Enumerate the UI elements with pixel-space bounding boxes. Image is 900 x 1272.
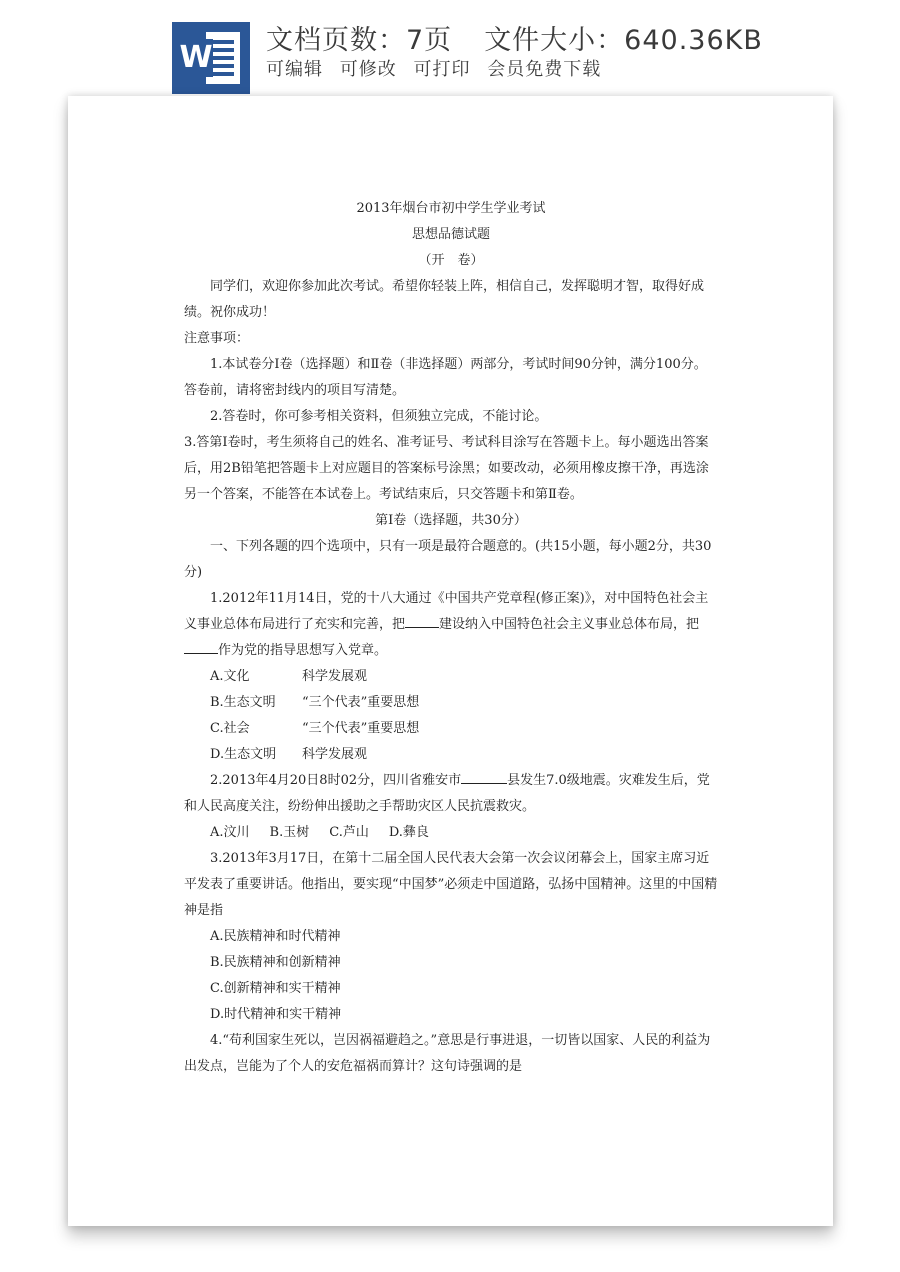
word-logo-letter: W xyxy=(179,40,213,75)
file-info xyxy=(266,18,763,58)
exam-subtitle: 思想品德试题 xyxy=(411,227,490,242)
q3-option-d: D.时代精神和实干精神 xyxy=(210,1007,342,1022)
notice-heading: 注意事项： xyxy=(184,331,250,346)
intro-paragraph: 同学们，欢迎你参加此次考试。希望你轻装上阵，相信自己，发挥聪明才智，取得好成绩。祝你成功！ xyxy=(184,279,705,320)
q1-option-d: D.生态文明 科学发展观 xyxy=(210,747,368,762)
feature-editable: 可编辑 xyxy=(266,59,323,80)
feature-list xyxy=(266,55,611,83)
question-4: 4.“苟利国家生死以，岂因祸福避趋之。”意思是行事进退，一切皆以国家、人民的利益为出发点，岂能为了个人的安危福祸而算计？这句诗强调的是 xyxy=(184,1033,711,1074)
answer-blank xyxy=(461,769,507,784)
q2-options: A.汶川 B.玉树 C.芦山 D.彝良 xyxy=(210,825,429,840)
q3-option-c: C.创新精神和实干精神 xyxy=(210,981,341,996)
q1-option-a: A.文化 科学发展观 xyxy=(210,669,368,684)
q3-option-b: B.民族精神和创新精神 xyxy=(210,955,341,970)
page-count: 文档页数：7页 xyxy=(266,25,453,56)
notice-item-2: 2.答卷时，你可参考相关资料，但须独立完成，不能讨论。 xyxy=(210,409,548,424)
exam-mode: （开 卷） xyxy=(418,253,484,268)
answer-blank xyxy=(405,613,439,628)
q1-option-b: B.生态文明 “三个代表”重要思想 xyxy=(210,695,420,710)
section-title: 第Ⅰ卷（选择题，共30分） xyxy=(375,513,527,528)
notice-item-3: 3.答第Ⅰ卷时，考生须将自己的姓名、准考证号、考试科目涂写在答题卡上。每小题选出答案后，用2B铅笔把答题卡上对应题目的答案标号涂黑；如要改动，必须用橡皮擦干净，再选涂另一个答案，不能答在本试卷上。考试结束后，只交答题卡和第Ⅱ卷。 xyxy=(184,435,709,502)
question-2: 2.2013年4月20日8时02分，四川省雅安市 县发生7.0级地震。灾难发生后，党和人民高度关注，纷纷伸出援助之手帮助灾区人民抗震救灾。 xyxy=(184,768,718,820)
feature-printable: 可打印 xyxy=(413,59,471,80)
answer-blank xyxy=(184,639,218,654)
feature-modifiable: 可修改 xyxy=(339,59,397,80)
feature-free-download[interactable]: 会员免费下载 xyxy=(487,59,602,80)
document-page xyxy=(68,96,833,1226)
question-1: 1.2012年11月14日，党的十八大通过《中国共产党章程(修正案)》，对中国特色社会主义事业总体布局进行了充实和完善，把 建设纳入中国特色社会主义事业总体布局，把作为党的指导思想写入党章。 xyxy=(184,591,709,658)
notice-item-1: 1.本试卷分Ⅰ卷（选择题）和Ⅱ卷（非选择题）两部分，考试时间90分钟，满分100分。答卷前，请将密封线内的项目写清楚。 xyxy=(184,357,707,398)
file-size: 文件大小：640.36KB xyxy=(484,25,763,56)
section-instructions: 一、下列各题的四个选项中，只有一项是最符合题意的。(共15小题，每小题2分，共30分) xyxy=(184,539,712,580)
exam-title: 2013年烟台市初中学生学业考试 xyxy=(356,201,546,216)
q3-option-a: A.民族精神和时代精神 xyxy=(210,929,341,944)
word-document-icon xyxy=(172,22,250,94)
question-3: 3.2013年3月17日，在第十二届全国人民代表大会第一次会议闭幕会上，国家主席习近平发表了重要讲话。他指出，要实现“中国梦”必须走中国道路，弘扬中国精神。这里的中国精神是指 xyxy=(184,851,718,918)
document-body xyxy=(184,196,718,1080)
q1-option-c: C.社会 “三个代表”重要思想 xyxy=(210,721,420,736)
download-banner xyxy=(0,0,900,100)
